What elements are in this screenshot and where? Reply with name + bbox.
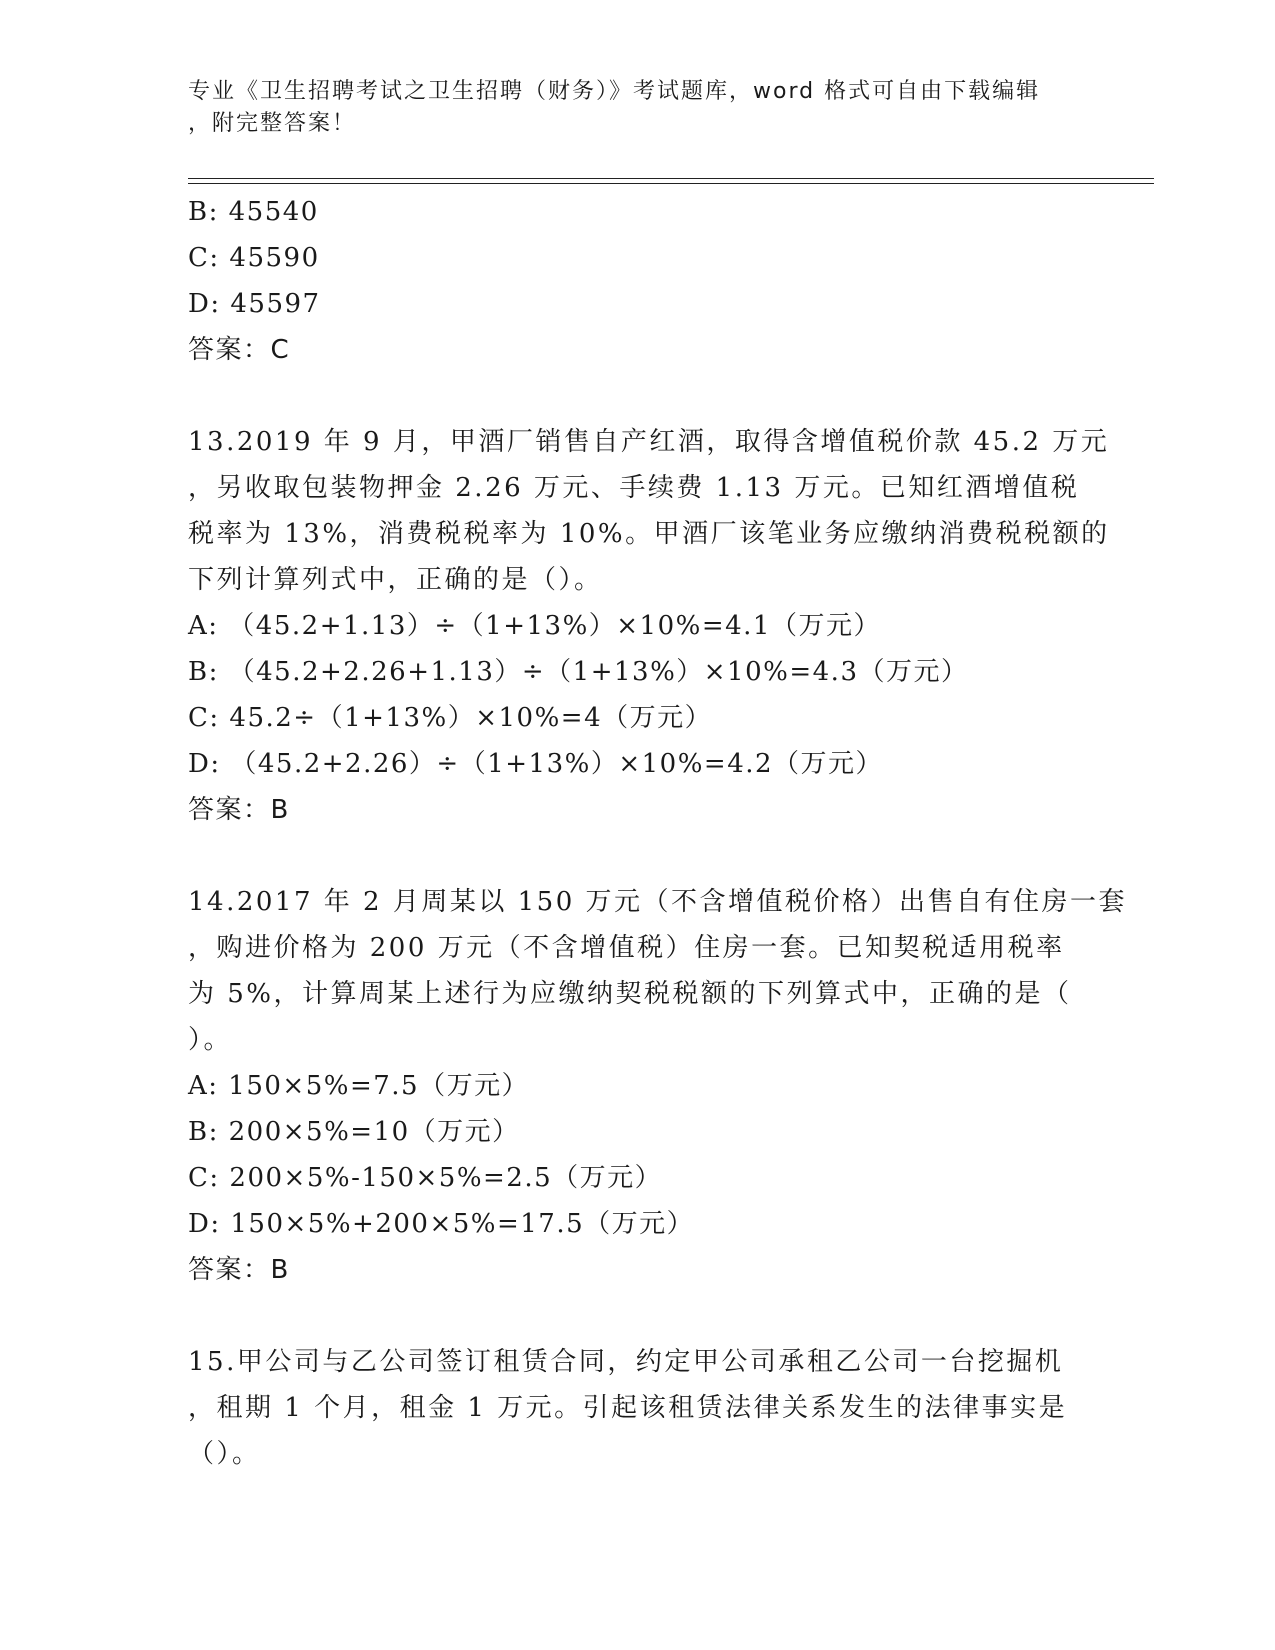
stem-line: 13.2019 年 9 月，甲酒厂销售自产红酒，取得含增值税价款 45.2 万元 [188,427,1110,457]
question-13-block [188,419,1108,833]
header-line-2: ，附完整答案！ [188,111,357,136]
option-b: B: （45.2+2.26+1.13）÷（1+13%）×10%=4.3（万元） [188,657,969,687]
document-header [188,76,1068,140]
stem-line: ，另收取包装物押金 2.26 万元、手续费 1.13 万元。已知红酒增值税 [188,473,1080,503]
header-divider-bottom [188,183,1154,184]
stem-line: ，租期 1 个月，租金 1 万元。引起该租赁法律关系发生的法律事实是 [188,1393,1068,1423]
option-a: A: 150×5%=7.5（万元） [188,1071,530,1101]
stem-line: ）。 [188,1025,233,1055]
option-d: D: （45.2+2.26）÷（1+13%）×10%=4.2（万元） [188,749,884,779]
stem-line: ，购进价格为 200 万元（不含增值税）住房一套。已知契税适用税率 [188,933,1065,963]
stem-line: 14.2017 年 2 月周某以 150 万元（不含增值税价格）出售自有住房一套 [188,887,1128,917]
answer-line: 答案：B [188,795,290,825]
answer-line: 答案：B [188,1255,290,1285]
option-c: C: 45590 [188,243,320,273]
question-stem [188,879,1128,1063]
question-stem [188,1339,1108,1477]
option-b: B: 45540 [188,197,319,227]
document-body [188,189,1128,1477]
question-14-block [188,879,1128,1293]
header-line-1: 专业《卫生招聘考试之卫生招聘（财务）》考试题库，word 格式可自由下载编辑 [188,79,1041,104]
option-a: A: （45.2+1.13）÷（1+13%）×10%=4.1（万元） [188,611,881,641]
question-15-block [188,1339,1108,1477]
stem-line: （）。 [188,1439,261,1469]
stem-line: 下列计算列式中，正确的是（）。 [188,565,603,595]
option-b: B: 200×5%=10（万元） [188,1117,520,1147]
stem-line: 税率为 13%，消费税税率为 10%。甲酒厂该笔业务应缴纳消费税税额的 [188,519,1110,549]
option-d: D: 150×5%+200×5%=17.5（万元） [188,1209,695,1239]
option-d: D: 45597 [188,289,321,319]
stem-line: 为 5%，计算周某上述行为应缴纳契税税额的下列算式中，正确的是（ [188,979,1072,1009]
option-c: C: 45.2÷（1+13%）×10%=4（万元） [188,703,713,733]
stem-line: 15.甲公司与乙公司签订租赁合同，约定甲公司承租乙公司一台挖掘机 [188,1347,1064,1377]
option-c: C: 200×5%-150×5%=2.5（万元） [188,1163,663,1193]
header-divider-top [188,178,1154,179]
question-stem [188,419,1108,603]
question-12-block [188,189,1108,373]
answer-line: 答案：C [188,335,291,365]
spacer [188,1293,1108,1339]
spacer [188,833,1108,879]
spacer [188,373,1108,419]
